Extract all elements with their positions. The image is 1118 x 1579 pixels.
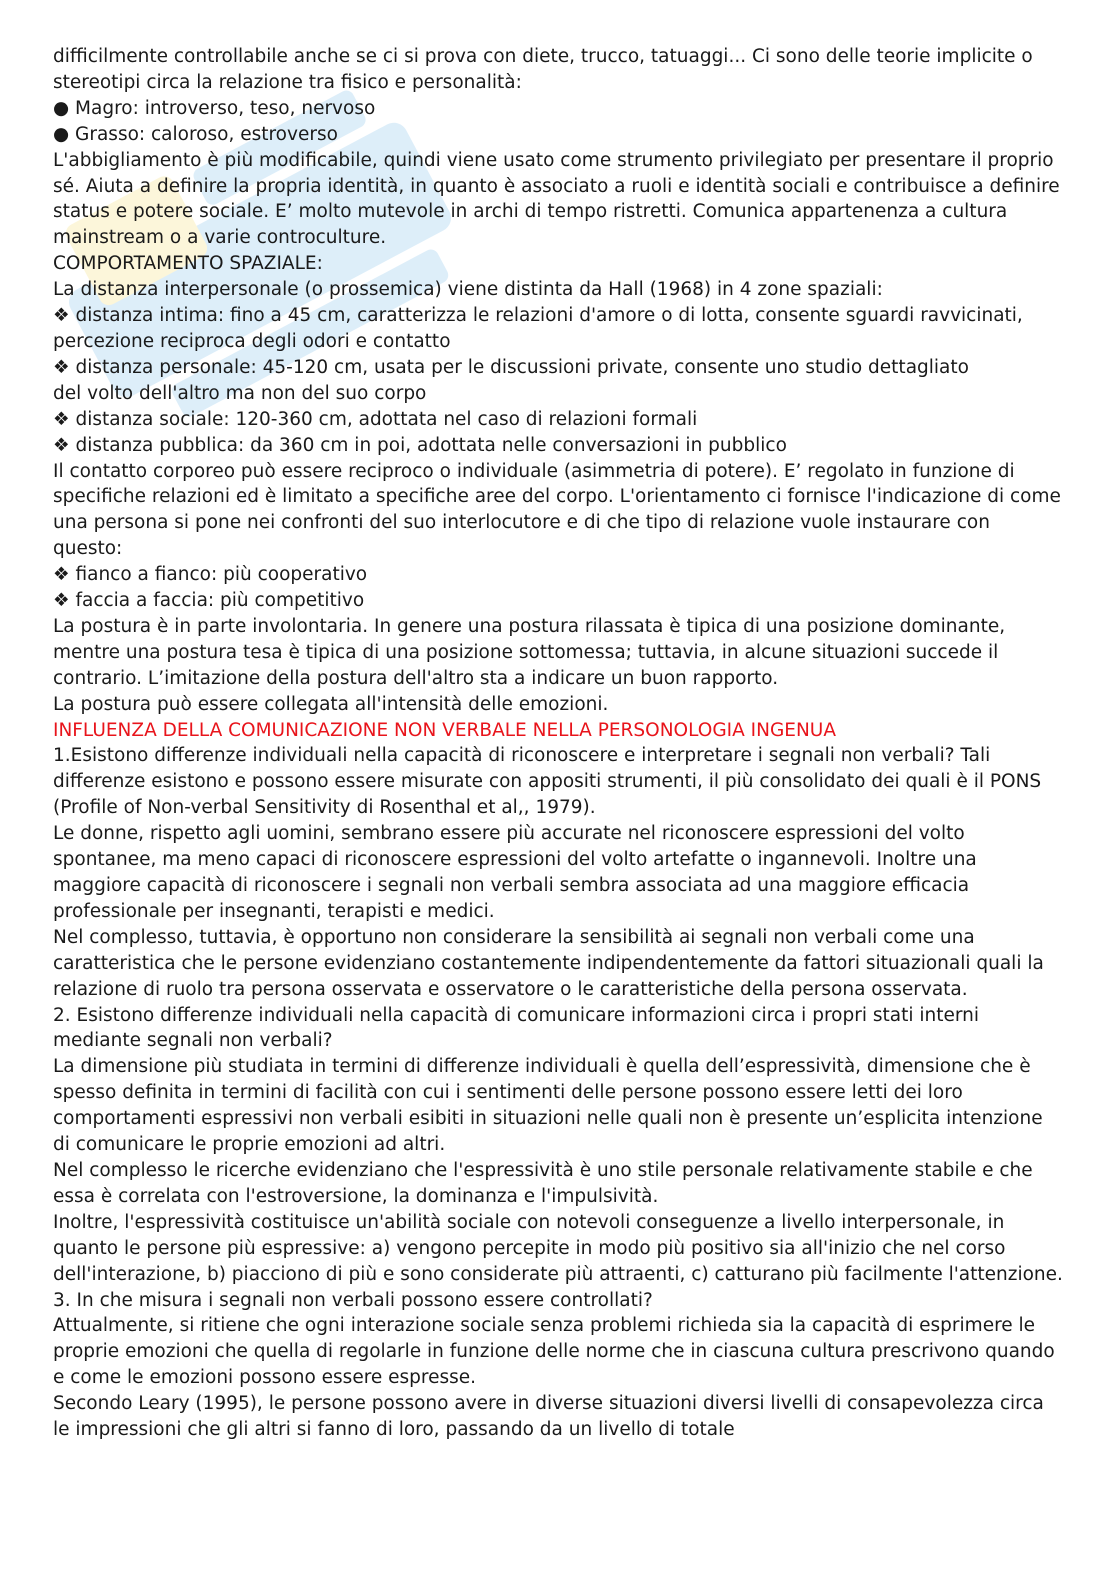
paragraph: La postura è in parte involontaria. In genere una postura rilassata è tipica di una posizione dominante, mentre una postura tesa è tipica di una posizione sottomessa; tuttavia, in alcune situazioni succede il contrario. L’imitazione della postura dell'altro sta a indicare un buon rapporto. (53, 615, 1006, 689)
section-heading-red: INFLUENZA DELLA COMUNICAZIONE NON VERBALE NELLA PERSONOLOGIA INGENUA (53, 719, 836, 741)
paragraph: L'abbigliamento è più modificabile, quindi viene usato come strumento privilegiato per presentare il proprio sé. Aiuta a definire la propria identità, in quanto è associato a ruoli e identità sociali e contribuisce a definire status e potere sociale. E’ molto mutevole in archi di tempo ristretti. Comunica appartenenza a cultura mainstream o a varie controculture. (53, 149, 1060, 249)
document-page (53, 44, 1063, 1443)
bullet-item: ❖ distanza sociale: 120-360 cm, adottata nel caso di relazioni formali (53, 408, 698, 430)
paragraph: Attualmente, si ritiene che ogni interazione sociale senza problemi richieda sia la capacità di esprimere le proprie emozioni che quella di regolarle in funzione delle norme che in ciascuna cultura prescrivono quando e come le emozioni possono essere espresse. (53, 1315, 1055, 1389)
bullet-item: ● Magro: introverso, teso, nervoso (53, 97, 376, 119)
paragraph: Il contatto corporeo può essere reciproco o individuale (asimmetria di potere). E’ regolato in funzione di specifiche relazioni ed è limitato a specifiche aree del corpo. L'orientamento ci fornisce l'indicazione di come una persona si pone nei confronti del suo interlocutore e di che tipo di relazione vuole instaurare con questo: (53, 460, 1061, 560)
paragraph: Secondo Leary (1995), le persone possono avere in diverse situazioni diversi livelli di consapevolezza circa le impressioni che gli altri si fanno di loro, passando da un livello di totale (53, 1393, 1044, 1441)
paragraph: Nel complesso le ricerche evidenziano che l'espressività è uno stile personale relativamente stabile e che essa è correlata con l'estroversione, la dominanza e l'impulsività. (53, 1159, 1033, 1207)
paragraph: 1.Esistono differenze individuali nella capacità di riconoscere e interpretare i segnali non verbali? Tali differenze esistono e possono essere misurate con appositi strumenti, il più consolidato dei quali è il PONS (Profile of Non-verbal Sensitivity di Rosenthal et al,, 1979). (53, 745, 1042, 819)
paragraph: Nel complesso, tuttavia, è opportuno non considerare la sensibilità ai segnali non verbali come una caratteristica che le persone evidenziano costantemente indipendentemente da fattori situazionali quali la relazione di ruolo tra persona osservata e osservatore o le caratteristiche della persona osservata. (53, 926, 1044, 1000)
section-heading: COMPORTAMENTO SPAZIALE: (53, 253, 323, 275)
bullet-item: ❖ distanza pubblica: da 360 cm in poi, adottata nelle conversazioni in pubblico (53, 434, 787, 456)
paragraph: 3. In che misura i segnali non verbali possono essere controllati? (53, 1289, 653, 1311)
paragraph: 2. Esistono differenze individuali nella capacità di comunicare informazioni circa i propri stati interni mediante segnali non verbali? (53, 1004, 979, 1052)
paragraph: Inoltre, l'espressività costituisce un'abilità sociale con notevoli conseguenze a livello interpersonale, in quanto le persone più espressive: a) vengono percepite in modo più positivo sia all'inizio che nel corso dell'interazione, b) piacciono di più e sono considerate più attraenti, c) catturano più facilmente l'attenzione. (53, 1211, 1063, 1285)
paragraph: La dimensione più studiata in termini di differenze individuali è quella dell’espressività, dimensione che è spesso definita in termini di facilità con cui i sentimenti delle persone possono essere letti dei loro comportamenti espressivi non verbali esibiti in situazioni nelle quali non è presente un’esplicita intenzione di comunicare le proprie emozioni ad altri. (53, 1056, 1043, 1156)
paragraph: difficilmente controllabile anche se ci si prova con diete, trucco, tatuaggi... Ci sono delle teorie implicite o stereotipi circa la relazione tra fisico e personalità: (53, 46, 1033, 93)
bullet-item: ● Grasso: caloroso, estroverso (53, 123, 338, 145)
bullet-item: ❖ fianco a fianco: più cooperativo (53, 564, 368, 586)
bullet-item: ❖ faccia a faccia: più competitivo (53, 590, 365, 612)
bullet-item: ❖ distanza intima: fino a 45 cm, caratterizza le relazioni d'amore o di lotta, consente sguardi ravvicinati, percezione reciproca degli odori e contatto (53, 305, 1023, 352)
bullet-item: ❖ distanza personale: 45-120 cm, usata per le discussioni private, consente uno studio dettagliato (53, 356, 969, 378)
paragraph: Le donne, rispetto agli uomini, sembrano essere più accurate nel riconoscere espressioni del volto spontanee, ma meno capaci di riconoscere espressioni del volto artefatte o ingannevoli. Inoltre una maggiore capacità di riconoscere i segnali non verbali sembra associata ad una maggiore efficacia professionale per insegnanti, terapisti e medici. (53, 823, 977, 922)
paragraph: del volto dell'altro ma non del suo corpo (53, 382, 427, 404)
paragraph: La distanza interpersonale (o prossemica) viene distinta da Hall (1968) in 4 zone spaziali: (53, 279, 883, 301)
paragraph: La postura può essere collegata all'intensità delle emozioni. (53, 693, 609, 715)
